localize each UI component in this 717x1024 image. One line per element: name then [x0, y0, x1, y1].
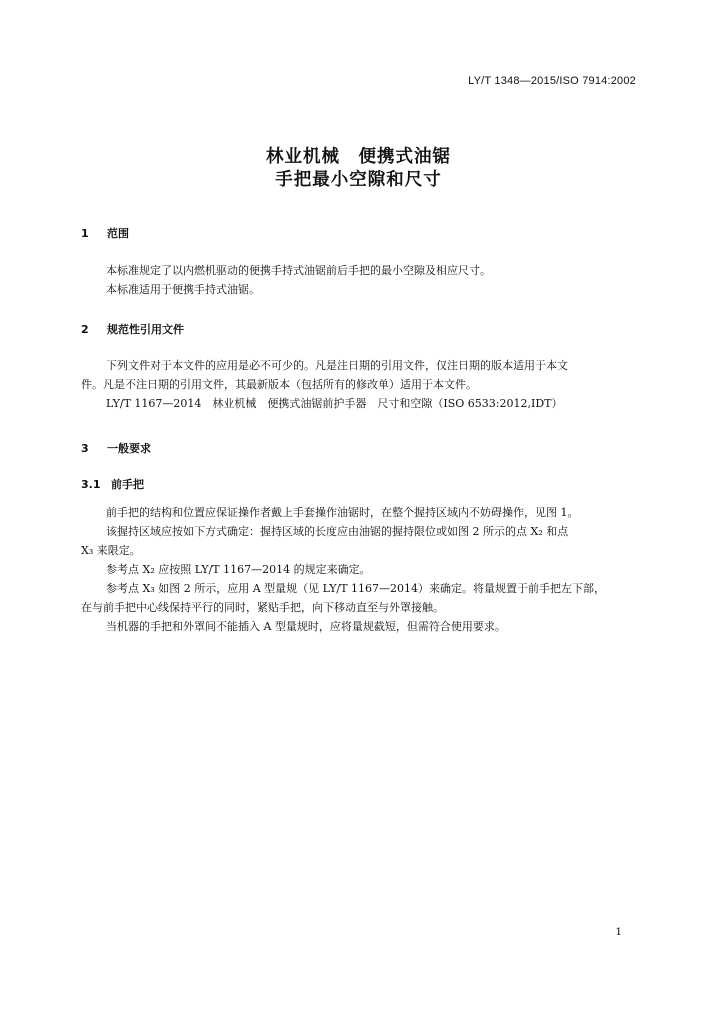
paragraph-line: 在与前手把中心线保持平行的同时，紧贴手把，向下移动直至与外罩接触。 — [81, 601, 444, 614]
section-3-1-body — [81, 503, 637, 636]
document-title-line2: 手把最小空隙和尺寸 — [275, 170, 442, 190]
paragraph-line: 本标准适用于便携手持式油锯。 — [106, 283, 260, 296]
section-2-heading — [81, 321, 184, 337]
section-3-1-heading — [81, 476, 144, 492]
paragraph-line: 该握持区域应按如下方式确定：握持区域的长度应由油锯的握持限位或如图 2 所示的点 X₂ 和点 — [106, 525, 569, 538]
normative-reference: LY/T 1167—2014 林业机械 便携式油锯前护手器 尺寸和空隙（ISO 6533:2012,IDT） — [106, 397, 563, 410]
paragraph-line: 参考点 X₂ 应按照 LY/T 1167—2014 的规定来确定。 — [106, 563, 371, 576]
section-1-body — [81, 261, 637, 299]
paragraph-line: X₃ 来限定。 — [81, 544, 141, 557]
section-number: 3 — [81, 442, 89, 455]
document-title-line1: 林业机械 便携式油锯 — [266, 147, 451, 167]
section-number: 3.1 — [81, 478, 101, 491]
paragraph-line: 本标准规定了以内燃机驱动的便携手持式油锯前后手把的最小空隙及相应尺寸。 — [106, 264, 491, 277]
section-title: 前手把 — [111, 478, 144, 491]
section-number: 2 — [81, 323, 89, 336]
paragraph-line: 下列文件对于本文件的应用是必不可少的。凡是注日期的引用文件，仅注日期的版本适用于本文 — [106, 359, 568, 372]
paragraph-line: 前手把的结构和位置应保证操作者戴上手套操作油锯时，在整个握持区域内不妨碍操作，见图 1。 — [106, 506, 579, 519]
paragraph-line: 件。凡是不注日期的引用文件，其最新版本（包括所有的修改单）适用于本文件。 — [81, 378, 477, 391]
section-2-body — [81, 356, 637, 413]
standard-code: LY/T 1348—2015/ISO 7914:2002 — [468, 75, 636, 87]
paragraph-line: 参考点 X₃ 如图 2 所示，应用 A 型量规（见 LY/T 1167—2014）来确定。将量规置于前手把左下部， — [106, 582, 606, 595]
section-title: 规范性引用文件 — [107, 323, 184, 336]
section-number: 1 — [81, 227, 89, 240]
paragraph-line: 当机器的手把和外罩间不能插入 A 型量规时，应将量规截短，但需符合使用要求。 — [106, 620, 506, 633]
page-number: 1 — [615, 926, 622, 938]
section-title: 一般要求 — [107, 442, 151, 455]
section-1-heading — [81, 225, 129, 241]
section-title: 范围 — [107, 227, 129, 240]
section-3-heading — [81, 440, 151, 456]
